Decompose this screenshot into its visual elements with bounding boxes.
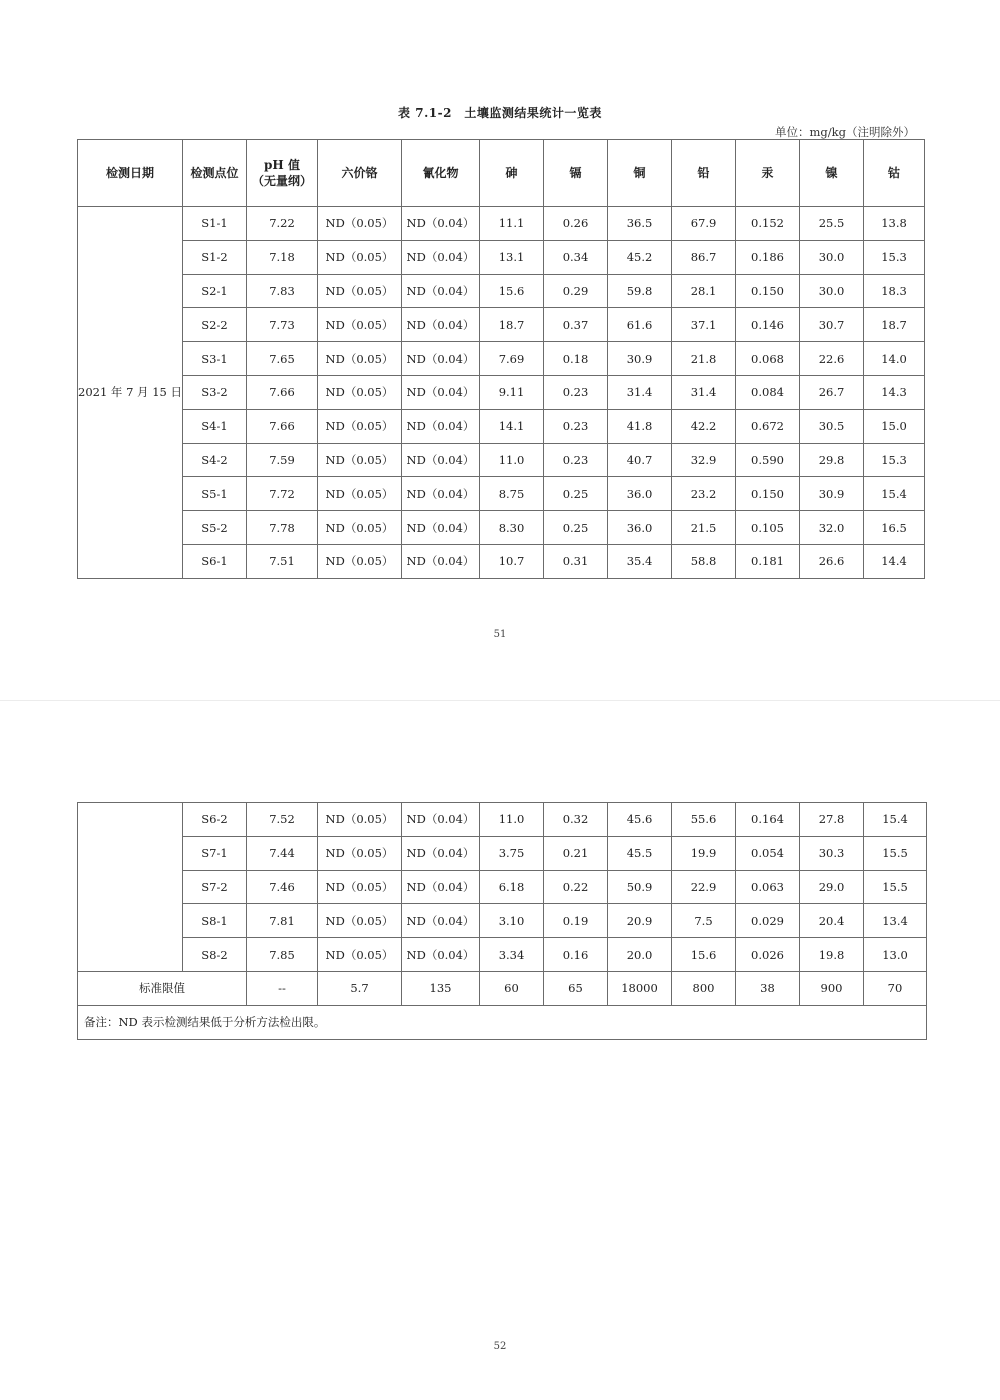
value-cell: ND（0.05） [318,938,402,972]
page-number: 51 [493,629,507,640]
value-cell: 40.7 [608,443,672,477]
standard-value: 135 [402,971,480,1005]
value-cell: 42.2 [672,409,736,443]
table-row [78,274,925,308]
value-cell: 16.5 [864,511,925,545]
table-row [78,511,925,545]
value-cell: 13.8 [864,207,925,241]
value-cell: 3.75 [480,836,544,870]
value-cell: 50.9 [608,870,672,904]
standard-value: 70 [864,971,927,1005]
standard-value: 5.7 [318,971,402,1005]
value-cell: 0.25 [544,477,608,511]
value-cell: 14.3 [864,375,925,409]
header-ph [247,140,318,207]
standard-value: 38 [736,971,800,1005]
value-cell: 20.4 [800,904,864,938]
value-cell: 13.0 [864,938,927,972]
header-arsenic: 砷 [480,140,544,207]
unit-note: 单位：mg/kg（注明除外） [775,125,915,139]
value-cell: 0.068 [736,342,800,376]
value-cell: 41.8 [608,409,672,443]
value-cell: ND（0.05） [318,207,402,241]
value-cell: 30.0 [800,240,864,274]
value-cell: 0.105 [736,511,800,545]
value-cell: 0.18 [544,342,608,376]
value-cell: 14.4 [864,544,925,578]
value-cell: 0.21 [544,836,608,870]
value-cell: 0.054 [736,836,800,870]
value-cell: 7.73 [247,308,318,342]
value-cell: 0.23 [544,443,608,477]
value-cell: 8.75 [480,477,544,511]
sample-point-cell: S6-1 [183,544,247,578]
value-cell: 7.52 [247,803,318,837]
value-cell: 0.186 [736,240,800,274]
page-number: 52 [493,1341,507,1352]
value-cell: 36.5 [608,207,672,241]
table-row [78,938,927,972]
value-cell: ND（0.04） [402,511,480,545]
value-cell: 0.29 [544,274,608,308]
value-cell: 22.9 [672,870,736,904]
table-row [78,803,927,837]
value-cell: 11.0 [480,443,544,477]
value-cell: 67.9 [672,207,736,241]
table-note: 备注：ND 表示检测结果低于分析方法检出限。 [78,1005,927,1039]
sample-point-cell: S2-1 [183,274,247,308]
standard-row [78,971,927,1005]
value-cell: 25.5 [800,207,864,241]
table-row [78,308,925,342]
table-row [78,870,927,904]
value-cell: 14.1 [480,409,544,443]
table-title: 表 7.1-2 土壤监测结果统计一览表 [398,106,602,120]
table-row [78,544,925,578]
table-row [78,207,925,241]
value-cell: 20.9 [608,904,672,938]
value-cell: 0.590 [736,443,800,477]
sample-point-cell: S4-2 [183,443,247,477]
value-cell: 29.8 [800,443,864,477]
value-cell: 15.3 [864,443,925,477]
value-cell: ND（0.05） [318,240,402,274]
value-cell: 36.0 [608,511,672,545]
value-cell: 7.78 [247,511,318,545]
value-cell: 15.0 [864,409,925,443]
value-cell: ND（0.04） [402,207,480,241]
value-cell: 26.7 [800,375,864,409]
value-cell: 86.7 [672,240,736,274]
value-cell: 7.59 [247,443,318,477]
value-cell: ND（0.05） [318,308,402,342]
header-mercury: 汞 [736,140,800,207]
value-cell: 21.5 [672,511,736,545]
value-cell: ND（0.05） [318,409,402,443]
value-cell: 18.3 [864,274,925,308]
sample-point-cell: S7-2 [183,870,247,904]
value-cell: 35.4 [608,544,672,578]
value-cell: 0.25 [544,511,608,545]
value-cell: 7.85 [247,938,318,972]
soil-results-table-part-1 [77,139,925,579]
header-cyanide: 氰化物 [402,140,480,207]
page-divider [0,700,1000,701]
value-cell: 7.69 [480,342,544,376]
standard-label: 标准限值 [78,971,247,1005]
header-copper: 铜 [608,140,672,207]
value-cell: ND（0.04） [402,477,480,511]
value-cell: ND（0.05） [318,870,402,904]
value-cell: 15.3 [864,240,925,274]
value-cell: 59.8 [608,274,672,308]
value-cell: 0.19 [544,904,608,938]
value-cell: ND（0.04） [402,409,480,443]
value-cell: 7.44 [247,836,318,870]
value-cell: 31.4 [672,375,736,409]
value-cell: 3.34 [480,938,544,972]
value-cell: 0.26 [544,207,608,241]
table-row [78,443,925,477]
value-cell: 19.9 [672,836,736,870]
value-cell: 36.0 [608,477,672,511]
value-cell: 61.6 [608,308,672,342]
value-cell: ND（0.05） [318,477,402,511]
header-point: 检测点位 [183,140,247,207]
value-cell: ND（0.04） [402,342,480,376]
value-cell: 7.81 [247,904,318,938]
value-cell: 0.029 [736,904,800,938]
value-cell: 55.6 [672,803,736,837]
value-cell: 0.026 [736,938,800,972]
value-cell: 0.34 [544,240,608,274]
value-cell: 18.7 [864,308,925,342]
value-cell: 0.32 [544,803,608,837]
value-cell: 15.6 [672,938,736,972]
date-cell-continued [78,803,183,972]
value-cell: 0.152 [736,207,800,241]
value-cell: 0.23 [544,409,608,443]
value-cell: 7.51 [247,544,318,578]
value-cell: ND（0.04） [402,274,480,308]
standard-value: 18000 [608,971,672,1005]
sample-point-cell: S8-2 [183,938,247,972]
value-cell: 0.181 [736,544,800,578]
header-cobalt: 钴 [864,140,925,207]
value-cell: 15.5 [864,870,927,904]
value-cell: 30.9 [608,342,672,376]
value-cell: 0.164 [736,803,800,837]
value-cell: 0.150 [736,477,800,511]
standard-value: 900 [800,971,864,1005]
value-cell: 30.5 [800,409,864,443]
value-cell: 0.23 [544,375,608,409]
value-cell: ND（0.04） [402,870,480,904]
value-cell: 13.4 [864,904,927,938]
value-cell: 22.6 [800,342,864,376]
value-cell: 3.10 [480,904,544,938]
sample-point-cell: S3-1 [183,342,247,376]
value-cell: 30.9 [800,477,864,511]
value-cell: 26.6 [800,544,864,578]
value-cell: 7.46 [247,870,318,904]
value-cell: 11.0 [480,803,544,837]
value-cell: ND（0.04） [402,240,480,274]
header-date: 检测日期 [78,140,183,207]
value-cell: 30.7 [800,308,864,342]
standard-value: 60 [480,971,544,1005]
value-cell: 29.0 [800,870,864,904]
value-cell: 7.22 [247,207,318,241]
value-cell: ND（0.04） [402,836,480,870]
table-row [78,342,925,376]
header-cadmium: 镉 [544,140,608,207]
standard-value: -- [247,971,318,1005]
header-ph-label: pH 值 [264,158,300,172]
table-row [78,409,925,443]
value-cell: 21.8 [672,342,736,376]
value-cell: 7.66 [247,409,318,443]
header-cr6: 六价铬 [318,140,402,207]
value-cell: 11.1 [480,207,544,241]
value-cell: ND（0.05） [318,274,402,308]
value-cell: ND（0.04） [402,803,480,837]
value-cell: 7.72 [247,477,318,511]
note-row [78,1005,927,1039]
value-cell: 32.9 [672,443,736,477]
table-row [78,904,927,938]
value-cell: ND（0.04） [402,443,480,477]
table-body-part-2 [78,803,927,972]
value-cell: 45.5 [608,836,672,870]
value-cell: ND（0.05） [318,342,402,376]
value-cell: ND（0.04） [402,544,480,578]
value-cell: 37.1 [672,308,736,342]
value-cell: 45.2 [608,240,672,274]
value-cell: 58.8 [672,544,736,578]
header-row [78,140,925,207]
value-cell: 15.6 [480,274,544,308]
value-cell: 20.0 [608,938,672,972]
value-cell: 32.0 [800,511,864,545]
value-cell: 0.37 [544,308,608,342]
value-cell: ND（0.05） [318,511,402,545]
header-nickel: 镍 [800,140,864,207]
value-cell: 7.66 [247,375,318,409]
value-cell: ND（0.04） [402,904,480,938]
value-cell: 28.1 [672,274,736,308]
value-cell: 0.150 [736,274,800,308]
sample-point-cell: S7-1 [183,836,247,870]
value-cell: 0.146 [736,308,800,342]
value-cell: 13.1 [480,240,544,274]
value-cell: ND（0.05） [318,544,402,578]
value-cell: 6.18 [480,870,544,904]
value-cell: 7.83 [247,274,318,308]
value-cell: ND（0.04） [402,375,480,409]
value-cell: 30.3 [800,836,864,870]
value-cell: 10.7 [480,544,544,578]
value-cell: 0.22 [544,870,608,904]
value-cell: 9.11 [480,375,544,409]
value-cell: 31.4 [608,375,672,409]
table-row [78,477,925,511]
standard-value: 800 [672,971,736,1005]
value-cell: 30.0 [800,274,864,308]
standard-value: 65 [544,971,608,1005]
value-cell: 0.672 [736,409,800,443]
sample-point-cell: S6-2 [183,803,247,837]
header-ph-unit: （无量纲） [251,174,312,188]
value-cell: 27.8 [800,803,864,837]
value-cell: ND（0.04） [402,938,480,972]
value-cell: 7.5 [672,904,736,938]
table-row [78,836,927,870]
soil-results-table-part-2 [77,802,927,1040]
value-cell: 18.7 [480,308,544,342]
sample-point-cell: S5-1 [183,477,247,511]
value-cell: 7.18 [247,240,318,274]
sample-point-cell: S4-1 [183,409,247,443]
value-cell: 14.0 [864,342,925,376]
value-cell: ND（0.05） [318,904,402,938]
value-cell: ND（0.05） [318,443,402,477]
value-cell: ND（0.05） [318,836,402,870]
sample-point-cell: S5-2 [183,511,247,545]
value-cell: 0.16 [544,938,608,972]
table-row [78,240,925,274]
value-cell: 23.2 [672,477,736,511]
sample-point-cell: S1-1 [183,207,247,241]
table-row [78,375,925,409]
value-cell: 0.31 [544,544,608,578]
value-cell: 8.30 [480,511,544,545]
value-cell: ND（0.05） [318,375,402,409]
value-cell: 0.063 [736,870,800,904]
value-cell: 0.084 [736,375,800,409]
value-cell: 19.8 [800,938,864,972]
sample-point-cell: S1-2 [183,240,247,274]
value-cell: ND（0.05） [318,803,402,837]
sample-point-cell: S3-2 [183,375,247,409]
value-cell: 15.5 [864,836,927,870]
table-body-part-1 [78,207,925,579]
value-cell: ND（0.04） [402,308,480,342]
value-cell: 45.6 [608,803,672,837]
sample-point-cell: S8-1 [183,904,247,938]
value-cell: 15.4 [864,803,927,837]
value-cell: 15.4 [864,477,925,511]
sample-point-cell: S2-2 [183,308,247,342]
value-cell: 7.65 [247,342,318,376]
date-cell: 2021 年 7 月 15 日 [78,207,183,579]
header-lead: 铅 [672,140,736,207]
